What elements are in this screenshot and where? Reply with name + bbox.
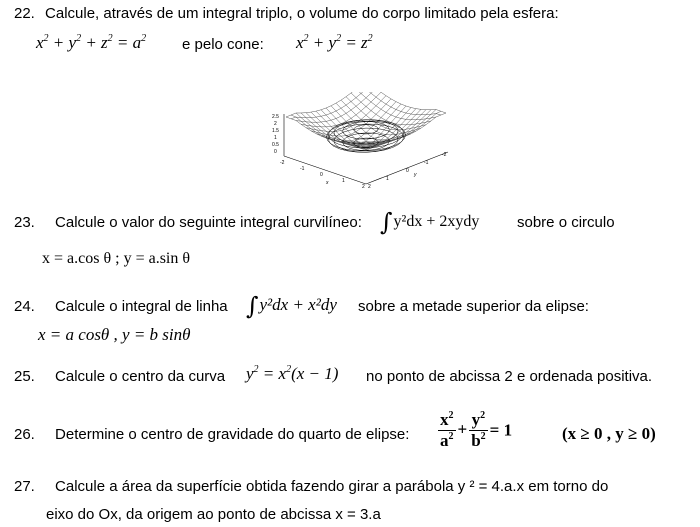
parametrization-24: x = a cosθ , y = b sinθ [38, 325, 191, 344]
z-tick: 2 [274, 121, 277, 127]
question-22 [14, 5, 559, 22]
question-text: Calcule a área da superfície obtida fazendo girar a parábola y ² = 4.a.x em torno do [55, 478, 609, 495]
question-26 [14, 426, 409, 443]
question-23 [14, 214, 362, 231]
sphere-cone-3d-plot [262, 92, 462, 194]
z-tick: 0.5 [272, 142, 279, 148]
line-integral-23 [380, 208, 479, 236]
integrand: y²dx + x²dy [259, 295, 337, 314]
y-tick: -2 [442, 152, 447, 158]
y-tick: 1 [386, 176, 389, 182]
x-tick: -2 [280, 160, 285, 166]
question-text: Calcule, através de um integral triplo, o volume do corpo limitado pela esfera: [45, 5, 559, 22]
question-number: 25. [14, 368, 35, 385]
question-27 [14, 478, 608, 495]
y-tick: 0 [406, 168, 409, 174]
parametrization-23: x = a.cos θ ; y = a.sin θ [42, 250, 191, 267]
equation-rhs: = 1 [489, 420, 513, 440]
question-number: 26. [14, 426, 35, 443]
z-tick: 1 [274, 135, 277, 141]
question-25 [14, 368, 225, 385]
question-24 [14, 298, 228, 315]
quadrant-condition: (x ≥ 0 , y ≥ 0) [562, 424, 656, 443]
integrand: y²dx + 2xydy [393, 213, 480, 230]
y-tick: 2 [368, 184, 371, 190]
question-number: 24. [14, 298, 35, 315]
curve-equation: $y^2 = x^2(x - 1)$ [246, 364, 339, 383]
z-tick: 2.5 [272, 114, 279, 120]
question-text: Calcule o valor do seguinte integral curvilíneo: [55, 214, 362, 231]
question-number: 27. [14, 478, 35, 495]
ellipse-equation: $\frac{x^2}{a^2}$ + $\frac{y^2}{b^2}$ = 1 [440, 410, 513, 450]
z-tick: 1.5 [272, 128, 279, 134]
question-text: Calcule o integral de linha [55, 298, 228, 315]
fraction-y: $\frac{y^2}{b^2}$ [471, 410, 486, 450]
line-integral-24 [246, 292, 337, 320]
z-tick: 0 [274, 149, 277, 155]
question-suffix: no ponto de abcissa 2 e ordenada positiva. [366, 368, 653, 385]
x-axis-label: x [326, 180, 329, 186]
y-tick: -1 [424, 160, 429, 166]
cone-equation: $x^2 + y^2 = z^2$ [296, 33, 373, 52]
connector-text: e pelo cone: [182, 36, 264, 53]
question-suffix: sobre a metade superior da elipse: [358, 298, 589, 315]
integral-sign: ∫ [246, 292, 259, 320]
x-tick: 2 [362, 184, 365, 190]
question-number: 22. [14, 5, 35, 22]
question-suffix: sobre o circulo [517, 214, 615, 231]
surface-mesh [286, 92, 446, 152]
sphere-equation: $x^2 + y^2 + z^2 = a^2$ [36, 33, 147, 52]
x-tick: 0 [320, 172, 323, 178]
x-tick: 1 [342, 178, 345, 184]
y-axis-label: y [414, 172, 417, 178]
question-text: Determine o centro de gravidade do quarto de elipse: [55, 426, 410, 443]
fraction-x: $\frac{x^2}{a^2}$ [440, 410, 454, 450]
integral-sign: ∫ [380, 208, 393, 236]
question-27-line2: eixo do Ox, da origem ao ponto de abcissa x = 3.a [46, 506, 381, 523]
question-text: Calcule o centro da curva [55, 368, 226, 385]
mesh-line [311, 99, 391, 136]
x-tick: -1 [300, 166, 305, 172]
question-number: 23. [14, 214, 35, 231]
